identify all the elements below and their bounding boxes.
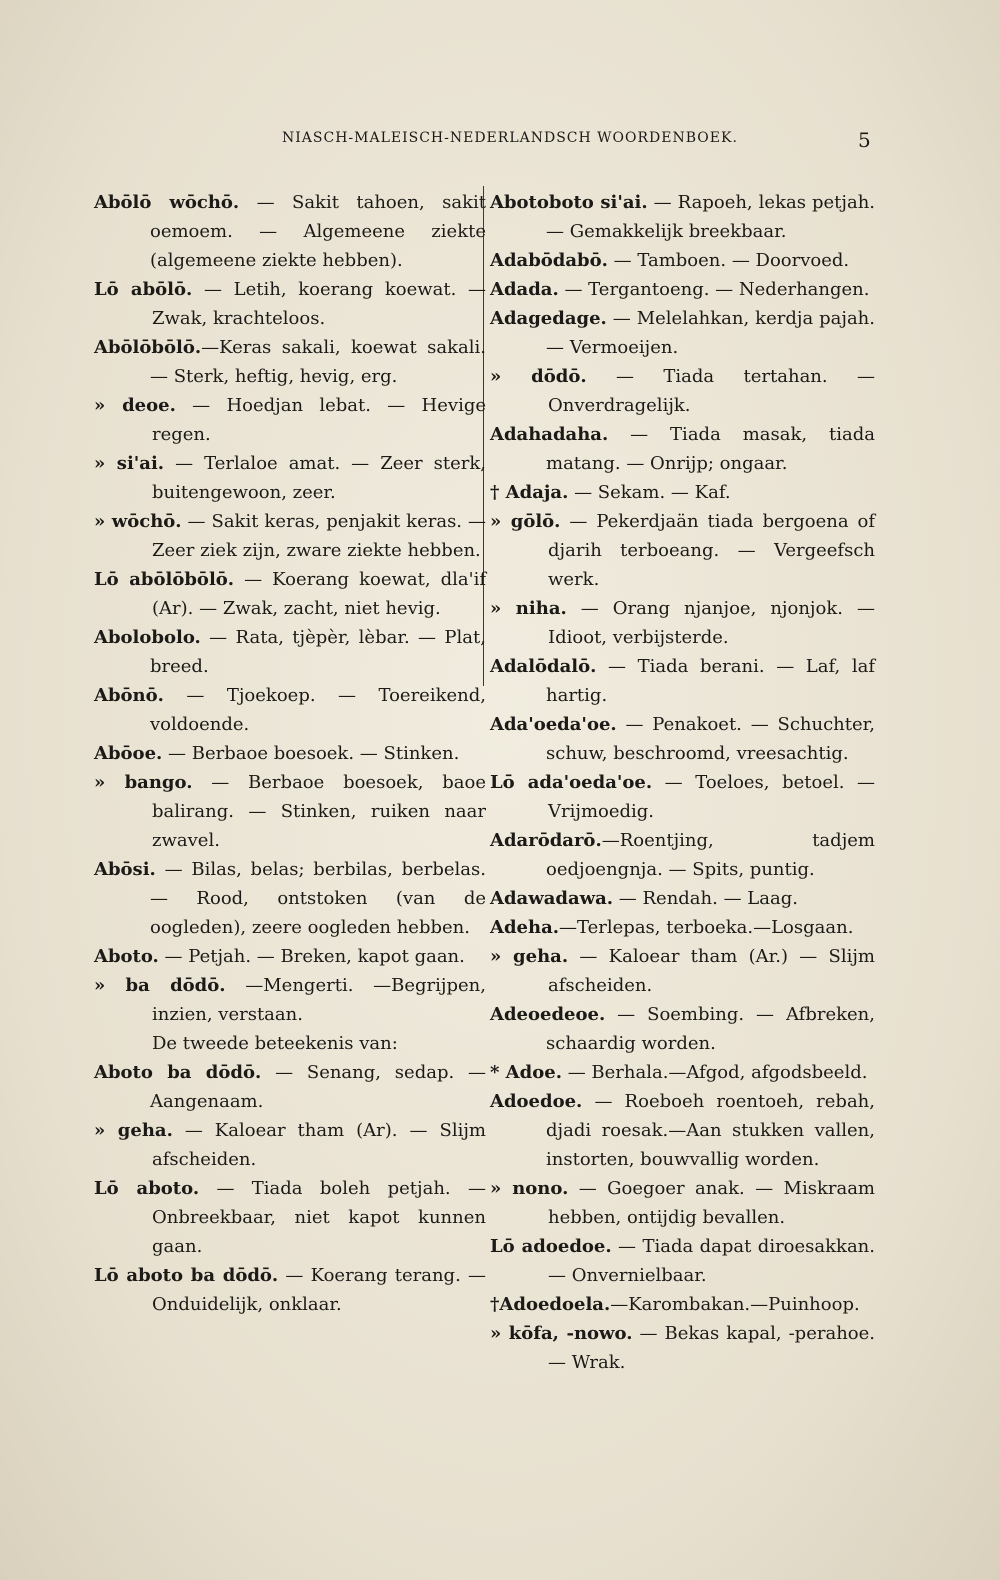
definition: — Tergantoeng. — Nederhangen. bbox=[558, 279, 870, 300]
entry bbox=[490, 594, 875, 652]
headword: » dōdō. bbox=[490, 366, 587, 387]
entry bbox=[94, 1116, 486, 1174]
definition: — Berhala.—Afgod, afgodsbeeld. bbox=[561, 1062, 868, 1083]
headword: » niha. bbox=[490, 598, 567, 619]
page-number: 5 bbox=[858, 128, 871, 152]
headword: Lō aboto ba dōdō. bbox=[94, 1265, 279, 1286]
entry bbox=[490, 1087, 875, 1174]
headword: Abōlōbōlō. bbox=[94, 337, 202, 358]
headword: Aboto. bbox=[94, 946, 159, 967]
definition: — Rata, tjèpèr, lèbar. — Plat, breed. bbox=[150, 627, 486, 677]
entry bbox=[490, 1000, 875, 1058]
entry bbox=[94, 1174, 486, 1261]
definition: — Goegoer anak. — Miskraam hebben, ontijdig bevallen. bbox=[548, 1178, 876, 1228]
entry bbox=[94, 391, 486, 449]
headword: Lō aboto. bbox=[94, 1178, 200, 1199]
entry bbox=[490, 246, 875, 275]
definition: — Tiada berani. — Laf, laf hartig. bbox=[546, 656, 875, 706]
definition: — Letih, koerang koewat. — Zwak, krachteloos. bbox=[152, 279, 487, 329]
definition: — Penakoet. — Schuchter, schuw, beschroomd, vreesachtig. bbox=[546, 714, 875, 764]
headword: » ba dōdō. bbox=[94, 975, 226, 996]
entry bbox=[490, 275, 875, 304]
definition: — Tiada boleh petjah. — Onbreekbaar, niet kapot kunnen gaan. bbox=[152, 1178, 486, 1257]
definition: — Terlaloe amat. — Zeer sterk, buitengewoon, zeer. bbox=[152, 453, 486, 503]
entry bbox=[94, 971, 486, 1029]
headword: Abōnō. bbox=[94, 685, 164, 706]
definition: — Kaloear tham (Ar.) — Slijm afscheiden. bbox=[548, 946, 875, 996]
entry bbox=[490, 913, 875, 942]
definition: — Rendah. — Laag. bbox=[613, 888, 798, 909]
headword: » nono. bbox=[490, 1178, 569, 1199]
headword: Lō adoedoe. bbox=[490, 1236, 612, 1257]
headword: Adeha. bbox=[490, 917, 560, 938]
entry bbox=[94, 1058, 486, 1116]
headword: » bango. bbox=[94, 772, 193, 793]
definition: — Tjoekoep. — Toereikend, voldoende. bbox=[150, 685, 486, 735]
entry bbox=[490, 420, 875, 478]
definition: —Terlepas, terboeka.—Losgaan. bbox=[559, 917, 854, 938]
headword: » gōlō. bbox=[490, 511, 561, 532]
headword: * Adoe. bbox=[490, 1062, 562, 1083]
headword: Adahadaha. bbox=[490, 424, 609, 445]
headword: Adagedage. bbox=[490, 308, 607, 329]
definition: —Keras sakali, koewat sakali. — Sterk, heftig, hevig, erg. bbox=[150, 337, 486, 387]
definition: — Rapoeh, lekas petjah. — Gemakkelijk breekbaar. bbox=[546, 192, 876, 242]
entry bbox=[490, 652, 875, 710]
definition: — Tamboen. — Doorvoed. bbox=[607, 250, 850, 271]
entry bbox=[490, 768, 875, 826]
headword: Abōoe. bbox=[94, 743, 163, 764]
entry bbox=[490, 1290, 875, 1319]
entry bbox=[490, 188, 875, 246]
entry bbox=[490, 1232, 875, 1290]
headword: †Adoedoela. bbox=[490, 1294, 611, 1315]
definition: — Bekas kapal, -perahoe. — Wrak. bbox=[548, 1323, 875, 1373]
right-column bbox=[490, 188, 875, 1377]
headword: Lō abōlōbōlō. bbox=[94, 569, 235, 590]
definition: — Toeloes, betoel. — Vrijmoedig. bbox=[548, 772, 875, 822]
headword: Adada. bbox=[490, 279, 559, 300]
entry bbox=[490, 1319, 875, 1377]
entry bbox=[94, 681, 486, 739]
headword: Adabōdabō. bbox=[490, 250, 608, 271]
entry bbox=[94, 275, 486, 333]
definition: — Tiada tertahan. — Onverdragelijk. bbox=[548, 366, 876, 416]
definition: —Karombakan.—Puinhoop. bbox=[610, 1294, 860, 1315]
headword: Abōsi. bbox=[94, 859, 156, 880]
headword: Ada'oeda'oe. bbox=[490, 714, 617, 735]
entry bbox=[94, 188, 486, 275]
entry bbox=[490, 710, 875, 768]
definition: — Pekerdjaän tiada bergoena of djarih terboeang. — Vergeefsch werk. bbox=[548, 511, 875, 590]
headword: Abolobolo. bbox=[94, 627, 201, 648]
headword: Abōlō wōchō. bbox=[94, 192, 240, 213]
headword: Lō abōlō. bbox=[94, 279, 193, 300]
definition: — Soembing. — Afbreken, schaardig worden. bbox=[546, 1004, 875, 1054]
definition: — Tiada dapat diroesakkan. — Onvernielbaar. bbox=[548, 1236, 875, 1286]
entry bbox=[94, 333, 486, 391]
definition: De tweede beteekenis van: bbox=[152, 1033, 398, 1054]
entry bbox=[490, 1174, 875, 1232]
headword: Adarōdarō. bbox=[490, 830, 602, 851]
entry bbox=[490, 507, 875, 594]
headword: » geha. bbox=[94, 1120, 173, 1141]
entry bbox=[94, 507, 486, 565]
headword: Lō ada'oeda'oe. bbox=[490, 772, 653, 793]
definition: —Mengerti. —Begrijpen, inzien, verstaan. bbox=[152, 975, 486, 1025]
definition: — Melelahkan, kerdja pajah. — Vermoeijen. bbox=[546, 308, 875, 358]
definition: — Roeboeh roentoeh, rebah, djadi roesak.—Aan stukken vallen, instorten, bouwvallig worden. bbox=[546, 1091, 875, 1170]
entry bbox=[94, 449, 486, 507]
headword: » geha. bbox=[490, 946, 569, 967]
definition: — Sakit keras, penjakit keras. — Zeer ziek zijn, zware ziekte hebben. bbox=[152, 511, 486, 561]
headword: Adeoedeoe. bbox=[490, 1004, 606, 1025]
definition: — Sakit tahoen, sakit oemoem. — Algemeene ziekte (algemeene ziekte hebben). bbox=[150, 192, 486, 271]
definition: — Orang njanjoe, njonjok. — Idioot, verbijsterde. bbox=[548, 598, 875, 648]
headword: Adoedoe. bbox=[490, 1091, 583, 1112]
entry-note bbox=[94, 1029, 486, 1058]
definition: — Bilas, belas; berbilas, berbelas. — Rood, ontstoken (van de oogleden), zeere oogleden hebben. bbox=[150, 859, 486, 938]
definition: — Berbaoe boesoek. — Stinken. bbox=[162, 743, 460, 764]
definition: — Koerang terang. — Onduidelijk, onklaar. bbox=[152, 1265, 486, 1315]
entry bbox=[94, 855, 486, 942]
entry bbox=[94, 1261, 486, 1319]
definition: — Senang, sedap. — Aangenaam. bbox=[150, 1062, 486, 1112]
entry bbox=[490, 362, 875, 420]
entry bbox=[490, 884, 875, 913]
headword: » wōchō. bbox=[94, 511, 182, 532]
entry bbox=[490, 478, 875, 507]
headword: » kōfa, -nowo. bbox=[490, 1323, 633, 1344]
definition: — Berbaoe boesoek, baoe balirang. — Stinken, ruiken naar zwavel. bbox=[152, 772, 486, 851]
definition: — Koerang koewat, dla'if (Ar). — Zwak, zacht, niet hevig. bbox=[152, 569, 486, 619]
entry bbox=[490, 942, 875, 1000]
entry bbox=[490, 304, 875, 362]
headword: Adalōdalō. bbox=[490, 656, 597, 677]
entry bbox=[94, 942, 486, 971]
definition: — Kaloear tham (Ar). — Slijm afscheiden. bbox=[152, 1120, 486, 1170]
left-column bbox=[94, 188, 486, 1319]
definition: —Roentjing, tadjem oedjoengnja. — Spits, puntig. bbox=[546, 830, 875, 880]
headword: » si'ai. bbox=[94, 453, 165, 474]
definition: — Petjah. — Breken, kapot gaan. bbox=[158, 946, 465, 967]
headword: » deoe. bbox=[94, 395, 176, 416]
definition: — Hoedjan lebat. — Hevige regen. bbox=[152, 395, 487, 445]
entry bbox=[94, 768, 486, 855]
entry bbox=[94, 565, 486, 623]
headword: Adawadawa. bbox=[490, 888, 614, 909]
entry bbox=[490, 1058, 875, 1087]
running-title: NIASCH-MALEISCH-NEDERLANDSCH WOORDENBOEK. bbox=[282, 130, 738, 146]
entry bbox=[490, 826, 875, 884]
headword: † Adaja. bbox=[490, 482, 569, 503]
headword: Abotoboto si'ai. bbox=[490, 192, 648, 213]
definition: — Sekam. — Kaf. bbox=[568, 482, 731, 503]
entry bbox=[94, 739, 486, 768]
definition: — Tiada masak, tiada matang. — Onrijp; ongaar. bbox=[546, 424, 875, 474]
entry bbox=[94, 623, 486, 681]
headword: Aboto ba dōdō. bbox=[94, 1062, 262, 1083]
